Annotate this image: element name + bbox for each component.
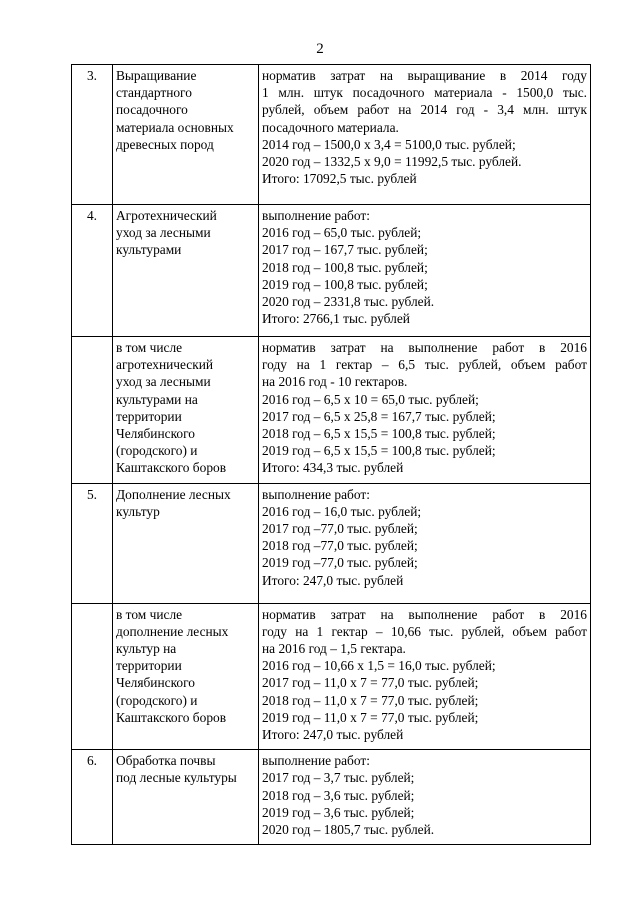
cost-description-line: выполнение работ:	[262, 753, 370, 769]
cost-description-line: норматив затрат на выполнение работ в 2016	[262, 340, 587, 355]
activity-name-line: территории	[116, 408, 182, 424]
cost-description-line: году на 1 гектар – 6,5 тыс. рублей, объем работ	[262, 357, 587, 373]
cost-description-line: 2019 год – 3,6 тыс. рублей;	[262, 804, 415, 820]
cost-description	[259, 750, 591, 845]
cost-description-line: 2018 год – 3,6 тыс. рублей;	[262, 787, 415, 803]
activity-name-line: культурами на	[116, 391, 198, 407]
activity-name-line: агротехнический	[116, 357, 214, 373]
cost-description-line: посадочного материала.	[262, 119, 399, 135]
activity-name-line: Каштакского боров	[116, 460, 227, 476]
cost-description-line: 2014 год – 1500,0 х 3,4 = 5100,0 тыс. рублей;	[262, 136, 516, 152]
activity-name-line: стандартного	[116, 85, 192, 101]
activity-name-line: уход за лесными	[116, 374, 211, 390]
row-number: 5.	[72, 483, 113, 603]
table-row	[72, 483, 591, 603]
cost-description-line: 2018 год – 11,0 х 7 = 77,0 тыс. рублей;	[262, 692, 479, 708]
activity-name-line: (городского) и	[116, 443, 198, 459]
cost-description-line: Итого: 2766,1 тыс. рублей	[262, 311, 410, 327]
cost-description-line: 2017 год – 3,7 тыс. рублей;	[262, 770, 415, 786]
cost-description-line: норматив затрат на выращивание в 2014 году	[262, 68, 587, 83]
cost-description-line: 2016 год – 65,0 тыс. рублей;	[262, 225, 422, 241]
activity-name-line: уход за лесными	[116, 225, 211, 241]
activity-name	[113, 483, 259, 603]
activity-name-line: Челябинского	[116, 675, 195, 691]
activity-name-line: под лесные культуры	[116, 770, 237, 786]
activity-name-line: Дополнение лесных	[116, 486, 231, 502]
cost-description-line: Итого: 434,3 тыс. рублей	[262, 460, 404, 476]
cost-description-line: 2017 год – 6,5 х 25,8 = 167,7 тыс. рублей;	[262, 408, 496, 424]
cost-description-line: 2019 год – 11,0 х 7 = 77,0 тыс. рублей;	[262, 709, 479, 725]
cost-description-line: 2016 год – 16,0 тыс. рублей;	[262, 503, 422, 519]
activity-name-line: в том числе	[116, 340, 183, 355]
cost-description-line: на 2016 год – 1,5 гектара.	[262, 641, 406, 657]
cost-description-line: рублей, объем работ на 2014 год - 3,4 млн. штук	[262, 102, 587, 118]
cost-description-line: 2019 год – 100,8 тыс. рублей;	[262, 276, 428, 292]
cost-description-line: 2019 год –77,0 тыс. рублей;	[262, 555, 418, 571]
cost-description-line: 2018 год –77,0 тыс. рублей;	[262, 538, 418, 554]
cost-description	[259, 205, 591, 337]
cost-description-line: 1 млн. штук посадочного материала - 1500,0 тыс.	[262, 85, 587, 101]
cost-table	[71, 64, 591, 845]
cost-description-line: выполнение работ:	[262, 208, 370, 223]
table-row	[72, 205, 591, 337]
cost-description-line: 2017 год – 167,7 тыс. рублей;	[262, 242, 428, 258]
table-row	[72, 603, 591, 750]
activity-name-line: территории	[116, 658, 182, 674]
activity-name	[113, 603, 259, 750]
activity-name-line: в том числе	[116, 606, 183, 622]
activity-name-line: Агротехнический	[116, 208, 217, 223]
cost-description-line: 2017 год –77,0 тыс. рублей;	[262, 521, 418, 537]
activity-name	[113, 205, 259, 337]
cost-description-line: норматив затрат на выполнение работ в 2016	[262, 606, 587, 622]
activity-name	[113, 750, 259, 845]
cost-description	[259, 483, 591, 603]
activity-name-line: культур	[116, 503, 160, 519]
table-row	[72, 65, 591, 205]
activity-name-line: посадочного	[116, 102, 188, 118]
cost-description	[259, 603, 591, 750]
row-number: 4.	[72, 205, 113, 337]
cost-description-line: выполнение работ:	[262, 486, 370, 502]
cost-description-line: 2020 год – 1332,5 х 9,0 = 11992,5 тыс. рублей.	[262, 154, 522, 170]
cost-description-line: 2017 год – 11,0 х 7 = 77,0 тыс. рублей;	[262, 675, 479, 691]
activity-name-line: древесных пород	[116, 136, 214, 152]
cost-description-line: 2016 год – 6,5 х 10 = 65,0 тыс. рублей;	[262, 391, 479, 407]
cost-description-line: 2019 год – 6,5 х 15,5 = 100,8 тыс. рублей;	[262, 443, 496, 459]
cost-description-line: Итого: 17092,5 тыс. рублей	[262, 171, 417, 187]
activity-name	[113, 65, 259, 205]
activity-name-line: культурами	[116, 242, 182, 258]
cost-description-line: Итого: 247,0 тыс. рублей	[262, 572, 404, 588]
cost-description-line: 2018 год – 6,5 х 15,5 = 100,8 тыс. рублей;	[262, 426, 496, 442]
cost-description-line: 2020 год – 1805,7 тыс. рублей.	[262, 822, 435, 838]
cost-description-line: году на 1 гектар – 10,66 тыс. рублей, объем работ	[262, 623, 587, 639]
activity-name-line: Каштакского боров	[116, 709, 227, 725]
cost-description-line: 2018 год – 100,8 тыс. рублей;	[262, 259, 428, 275]
activity-name-line: Обработка почвы	[116, 753, 216, 769]
table-row	[72, 337, 591, 484]
row-number	[72, 603, 113, 750]
page-number: 2	[316, 41, 324, 57]
cost-description-line: Итого: 247,0 тыс. рублей	[262, 727, 404, 743]
activity-name	[113, 337, 259, 484]
row-number: 6.	[72, 750, 113, 845]
activity-name-line: Выращивание	[116, 68, 197, 83]
cost-description	[259, 337, 591, 484]
activity-name-line: (городского) и	[116, 692, 198, 708]
row-number: 3.	[72, 65, 113, 205]
cost-description	[259, 65, 591, 205]
cost-description-line: 2020 год – 2331,8 тыс. рублей.	[262, 294, 435, 310]
activity-name-line: дополнение лесных	[116, 623, 229, 639]
activity-name-line: материала основных	[116, 119, 234, 135]
activity-name-line: культур на	[116, 641, 177, 657]
activity-name-line: Челябинского	[116, 426, 195, 442]
table-row	[72, 750, 591, 845]
cost-description-line: на 2016 год - 10 гектаров.	[262, 374, 408, 390]
cost-description-line: 2016 год – 10,66 х 1,5 = 16,0 тыс. рублей;	[262, 658, 496, 674]
row-number	[72, 337, 113, 484]
table-body	[72, 65, 591, 845]
